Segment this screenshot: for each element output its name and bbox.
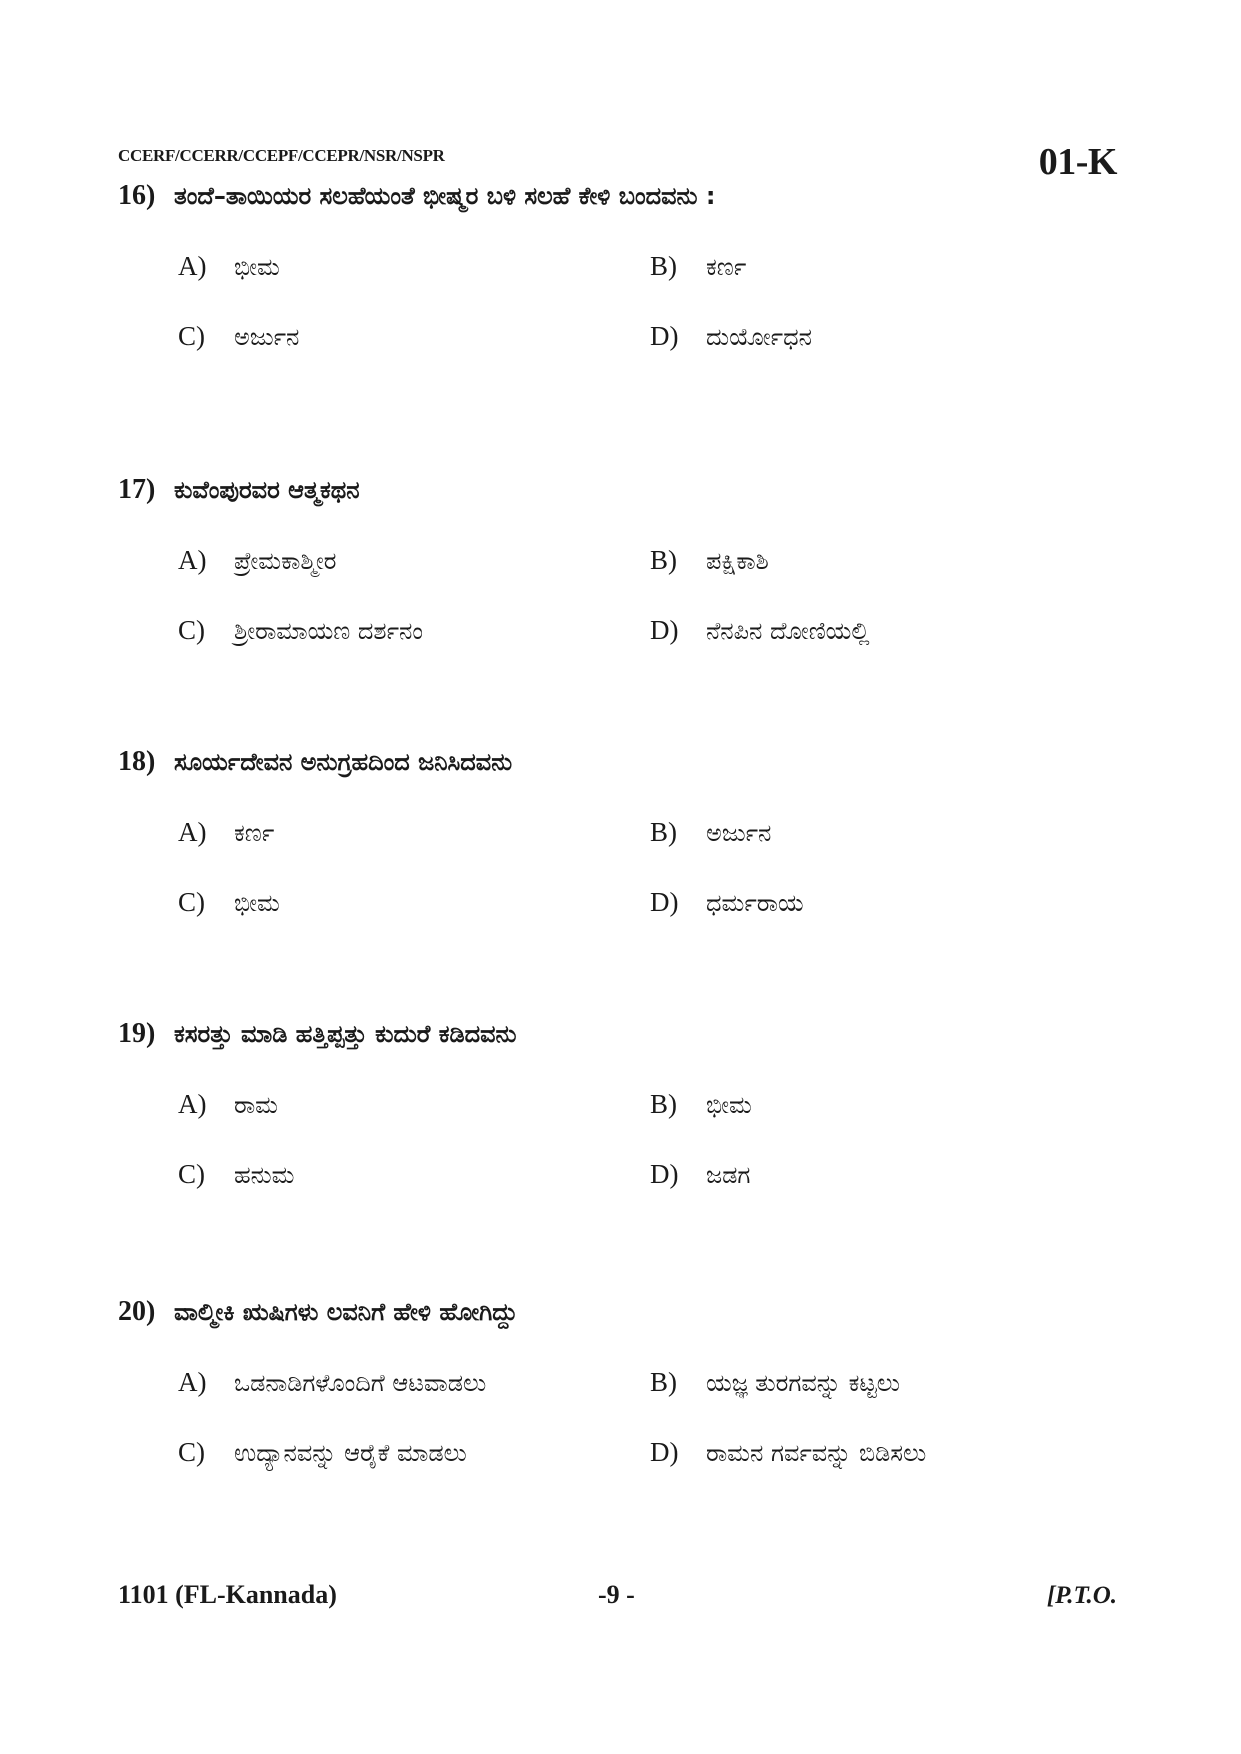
question-number: 19) <box>118 1018 156 1049</box>
option-a <box>178 1084 278 1124</box>
option-label: A) <box>178 817 207 847</box>
option-label: D) <box>650 321 679 351</box>
option-text: ಜಡಗ <box>706 1161 751 1189</box>
option-a <box>178 540 336 580</box>
options-grid <box>118 1332 1118 1472</box>
option-d <box>650 316 812 356</box>
option-c <box>178 1154 294 1194</box>
option-label: C) <box>178 321 205 351</box>
question-text: ಕುವೆಂಪುರವರ ಆತ್ಮಕಥನ <box>174 476 360 504</box>
option-a <box>178 246 280 286</box>
option-text: ಪ್ರೇಮಕಾಶ್ಮೀರ <box>234 547 337 575</box>
option-d <box>650 1432 926 1472</box>
option-label: B) <box>650 251 677 281</box>
option-text: ಕರ್ಣ <box>234 819 275 847</box>
option-text: ಅರ್ಜುನ <box>234 323 300 351</box>
please-turn-over: [P.T.O. <box>1046 1582 1117 1609</box>
question-20 <box>118 1292 1118 1472</box>
option-label: B) <box>650 817 677 847</box>
option-label: C) <box>178 1437 205 1467</box>
option-text: ಧರ್ಮರಾಯ <box>706 889 804 917</box>
options-grid <box>118 782 1118 922</box>
option-text: ಶ್ರೀರಾಮಾಯಣ ದರ್ಶನಂ <box>234 617 423 645</box>
option-b <box>650 246 746 286</box>
option-text: ಅರ್ಜುನ <box>706 819 772 847</box>
option-text: ಭೀಮ <box>706 1091 752 1119</box>
question-number: 20) <box>118 1296 156 1327</box>
option-text: ಹನುಮ <box>234 1161 295 1189</box>
option-d <box>650 610 870 650</box>
option-a <box>178 1362 486 1402</box>
question-18 <box>118 742 1118 922</box>
option-text: ಉದ್ಯಾನವನ್ನು ಆರೈಕೆ ಮಾಡಲು <box>234 1439 467 1467</box>
question-stem <box>118 1014 1118 1054</box>
option-label: A) <box>178 1089 207 1119</box>
option-text: ಯಜ್ಞ ತುರಗವನ್ನು ಕಟ್ಟಲು <box>706 1369 900 1397</box>
option-c <box>178 882 280 922</box>
option-d <box>650 1154 750 1194</box>
question-stem <box>118 1292 1118 1332</box>
option-label: B) <box>650 1089 677 1119</box>
option-text: ಒಡನಾಡಿಗಳೊಂದಿಗೆ ಆಟವಾಡಲು <box>234 1369 487 1397</box>
option-b <box>650 812 771 852</box>
option-label: C) <box>178 1159 205 1189</box>
question-19 <box>118 1014 1118 1194</box>
option-label: A) <box>178 251 207 281</box>
option-c <box>178 610 423 650</box>
option-label: C) <box>178 615 205 645</box>
exam-codes: CCERF/CCERR/CCEPF/CCEPR/NSR/NSPR <box>118 146 445 165</box>
option-label: D) <box>650 1437 679 1467</box>
option-text: ನೆನಪಿನ ದೋಣಿಯಲ್ಲಿ <box>706 617 870 645</box>
question-stem <box>118 742 1118 782</box>
question-number: 18) <box>118 746 156 777</box>
question-number: 16) <box>118 180 156 211</box>
option-a <box>178 812 274 852</box>
question-16 <box>118 176 1118 356</box>
question-text: ವಾಲ್ಮೀಕಿ ಋಷಿಗಳು ಲವನಿಗೆ ಹೇಳಿ ಹೋಗಿದ್ದು <box>174 1298 518 1326</box>
option-text: ಕರ್ಣ <box>706 253 747 281</box>
option-label: D) <box>650 887 679 917</box>
option-label: B) <box>650 545 677 575</box>
option-text: ದುರ್ಯೋಧನ <box>706 323 812 351</box>
question-text: ತಂದೆ–ತಾಯಿಯರ ಸಲಹೆಯಂತೆ ಭೀಷ್ಮರ ಬಳಿ ಸಲಹೆ ಕೇಳಿ ಬಂದವನು : <box>174 182 716 210</box>
paper-code: 1101 (FL-Kannada) <box>118 1580 337 1609</box>
option-b <box>650 1084 752 1124</box>
question-text: ಸೂರ್ಯದೇವನ ಅನುಗ್ರಹದಿಂದ ಜನಿಸಿದವನು <box>174 748 513 776</box>
option-text: ಭೀಮ <box>234 253 280 281</box>
options-grid <box>118 216 1118 356</box>
option-c <box>178 316 299 356</box>
option-text: ರಾಮ <box>234 1091 278 1119</box>
options-grid <box>118 510 1118 650</box>
option-c <box>178 1432 467 1472</box>
option-label: B) <box>650 1367 677 1397</box>
option-b <box>650 1362 900 1402</box>
question-number: 17) <box>118 474 156 505</box>
option-text: ರಾಮನ ಗರ್ವವನ್ನು ಬಿಡಿಸಲು <box>706 1439 927 1467</box>
option-d <box>650 882 804 922</box>
options-grid <box>118 1054 1118 1194</box>
set-code: 01-K <box>1038 141 1117 183</box>
option-text: ಪಕ್ಷಿಕಾಶಿ <box>706 547 769 575</box>
option-label: D) <box>650 615 679 645</box>
question-stem <box>118 176 1118 216</box>
option-label: A) <box>178 1367 207 1397</box>
page-number: -9 - <box>598 1580 635 1609</box>
option-label: D) <box>650 1159 679 1189</box>
option-label: A) <box>178 545 207 575</box>
option-b <box>650 540 769 580</box>
question-stem <box>118 470 1118 510</box>
option-text: ಭೀಮ <box>234 889 280 917</box>
question-17 <box>118 470 1118 650</box>
question-text: ಕಸರತ್ತು ಮಾಡಿ ಹತ್ತಿಪ್ಪತ್ತು ಕುದುರೆ ಕಡಿದವನು <box>174 1020 517 1048</box>
option-label: C) <box>178 887 205 917</box>
